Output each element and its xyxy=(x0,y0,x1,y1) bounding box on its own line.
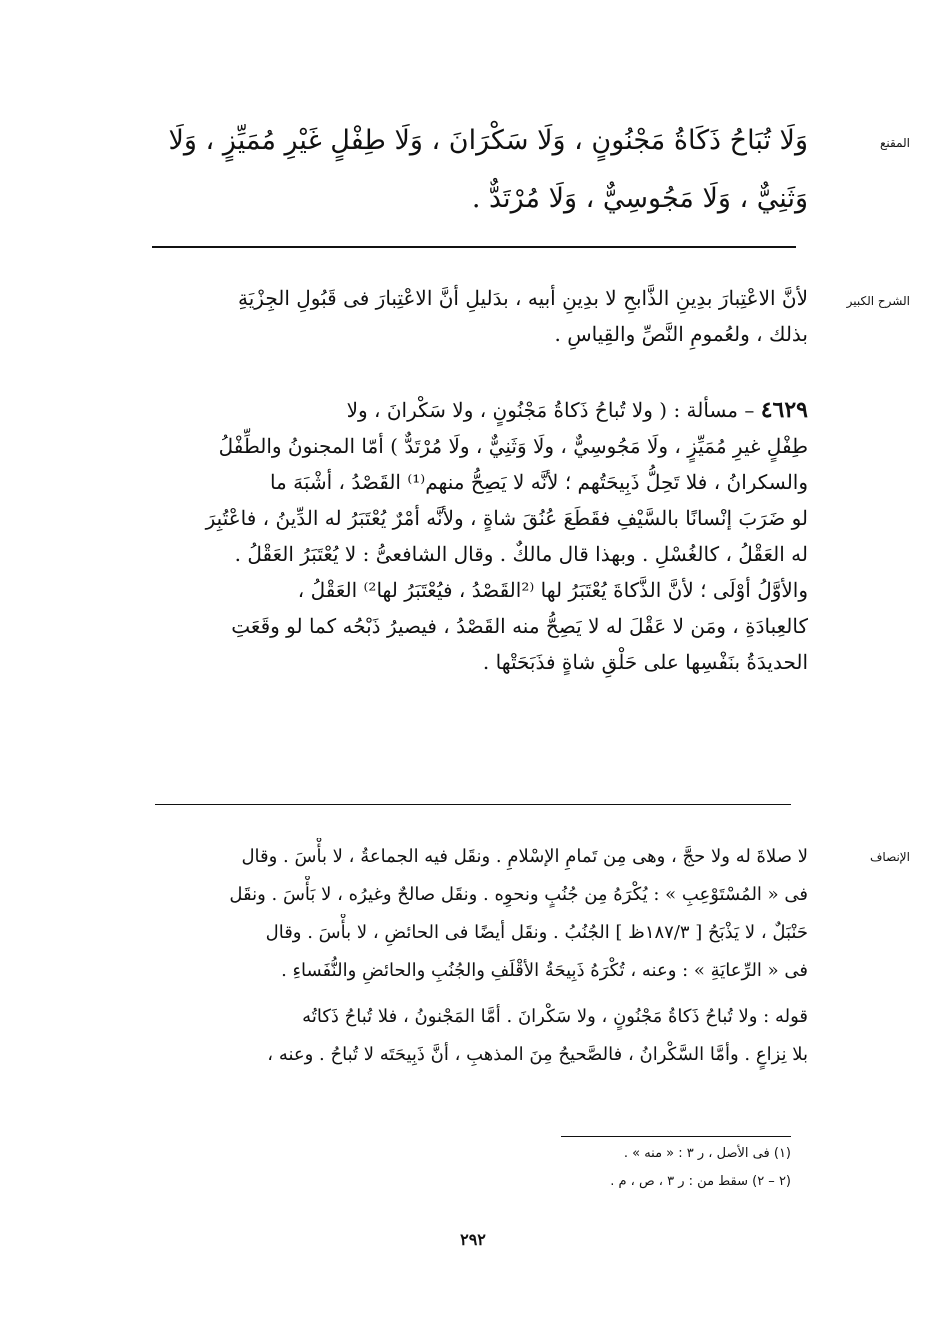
footnote: (١) فى الأصل ، ر ٣ : « منه » . xyxy=(623,1146,791,1161)
sharh-line: بذلك ، ولعُمومِ النَّصِّ والقِياسِ . xyxy=(554,322,808,346)
footnote: (٢ – ٢) سقط من : ر ٣ ، ص ، م . xyxy=(610,1174,791,1189)
section-label-insaf: الإنصاف xyxy=(869,850,910,864)
footnote-divider xyxy=(561,1136,791,1137)
section-divider xyxy=(155,804,791,805)
sharh-line: – مسألة : ( ولا تُباحُ ذَكاةُ مَجْنُونٍ ، ولا سَكْرانَ ، ولا xyxy=(346,398,755,422)
footnotes xyxy=(151,1140,791,1196)
insaf-line: قوله : ولا تُباحُ ذَكاةُ مَجْنُونٍ ، ولا سَكْرانَ . أمَّا المَجْنونُ ، فلا تُباحُ ذَكاتُه xyxy=(302,1006,808,1027)
section-label-sharh: الشرح الكبير xyxy=(846,294,910,308)
sharh-line: لأنَّ الاعْتِبارَ بدِينِ الذَّابحِ لا بدِينِ أبيه ، بدَليلِ أنَّ الاعْتِبارَ فى قَبُولِ الجِزْيَةِ xyxy=(238,286,808,310)
muqni-line: وَلَا تُبَاحُ ذَكَاةُ مَجْنُونٍ ، وَلَا سَكْرَانَ ، وَلَا طِفْلٍ غَيْرِ مُمَيِّزٍ ، وَلَا xyxy=(168,125,808,156)
insaf-line: لا صلاةَ له ولا حجَّ ، وهى مِن تَمامِ الإسْلامِ . ونقَل فيه الجماعةُ ، لا بأْسَ . وقال xyxy=(241,846,808,867)
masala-number: ٤٦٢٩ xyxy=(760,397,808,423)
sharh-line: له العَقْلُ ، كالغُسْلِ . وبهذا قال مالكٌ . وقال الشافعىُّ : لا يُعْتَبَرُ العَقْلُ . xyxy=(234,542,808,566)
muqni-line: وَثَنِيٌّ ، وَلَا مَجُوسِيٌّ ، وَلَا مُرْتَدٌّ . xyxy=(471,183,808,214)
sharh-line: طِفْلٍ غيرِ مُمَيِّزٍ ، ولَا مَجُوسِيٌّ ، ولَا وَثَنِيٌّ ، ولَا مُرْتَدٌّ ) أمّا المجنونُ والطِّفْلُ xyxy=(218,434,808,458)
page-number: ٢٩٢ xyxy=(460,1230,486,1249)
sharh-line: والأوَّلُ أوْلَى ؛ لأنَّ الذَّكاةَ يُعْتَبَرُ لها ⁽²القَصْدُ ، فيُعْتَبَرُ لها²⁾ العَقْلُ ، xyxy=(297,578,808,602)
insaf-line: حَنْبَلٌ ، لا يَذْبَحُ [ ١٨٧/٣ظ ] الجُنُبُ . ونقَل أيضًا فى الحائضِ ، لا بأْسَ . وقال xyxy=(265,922,808,943)
section-divider xyxy=(152,246,796,248)
sharh-masala xyxy=(128,392,808,680)
insaf-text xyxy=(128,838,808,1074)
section-label-muqni: المقنع xyxy=(879,136,910,150)
sharh-line: الحديدَةُ بنَفْسِها على حَلْقِ شاةٍ فذَبَحَتْها . xyxy=(482,650,808,674)
sharh-line: لو ضَرَبَ إنْسانًا بالسَّيْفِ فقَطَعَ عُنُقَ شاةٍ ، ولأنَّه أمْرٌ يُعْتَبَرُ له الدِّينُ ، فاعْتُبِرَ xyxy=(205,506,808,530)
sharh-line: والسكرانُ ، فلا تَحِلُّ ذَبِيحَتُهم ؛ لأنَّه لا يَصِحُّ منهم⁽¹⁾ القَصْدُ ، أشْبَهَ ما xyxy=(269,470,808,494)
muqni-text xyxy=(128,112,808,228)
sharh-line: كالعِبادَةِ ، ومَن لا عَقْلَ له لا يَصِحُّ منه القَصْدُ ، فيصيرُ ذَبْحُه كما لو وقَعَتِ xyxy=(231,614,808,638)
sharh-intro xyxy=(128,280,808,352)
masala-heading-line xyxy=(128,392,808,428)
insaf-line: فى « الرِّعايَةِ » : وعنه ، تُكْرَهُ ذَبِيحَةُ الأقْلَفِ والجُنُبِ والحائضِ والنُّفَساءِ . xyxy=(281,960,808,981)
insaf-line: بلا نِزاعٍ . وأمَّا السَّكْرانُ ، فالصَّحيحُ مِنَ المذهبِ ، أنَّ ذَبِيحَتَه لا تُباحُ . وعنه ، xyxy=(267,1044,808,1065)
insaf-line: فى « المُسْتَوْعِبِ » : يُكْرَهُ مِن جُنُبٍ ونحوِه . ونقَل صالحٌ وغيرُه ، لا بَأْسَ . ونقَل xyxy=(229,884,808,905)
